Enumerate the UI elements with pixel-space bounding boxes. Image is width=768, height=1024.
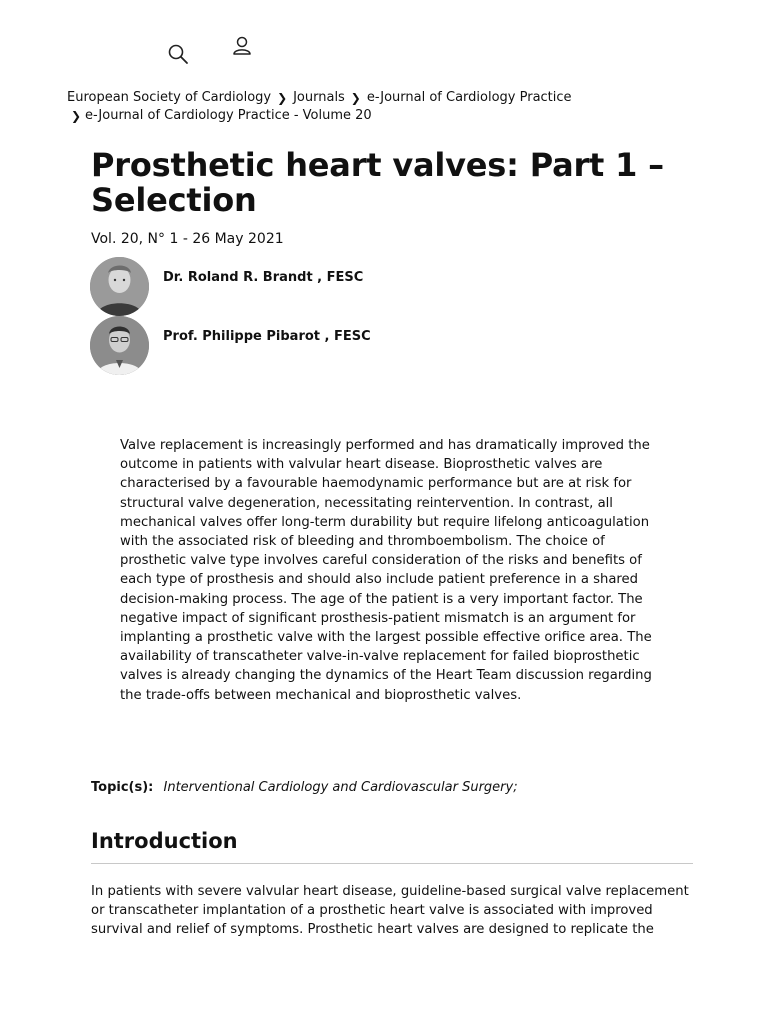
abstract-text: Valve replacement is increasingly performed and has dramatically improved the outcome in patients with valvular heart disease. Bioprosthetic valves are characterised by a favourable haemodynamic performance but are at risk for structural valve degeneration, necessitating reintervention. In contrast, all mechanical valves offer long-term durability but require lifelong anticoagulation with the associated risk of bleeding and thromboembolism. The choice of prosthetic valve type involves careful consideration of the risks and benefits of each type of prosthesis and should also include patient preference in a shared decision-making process. The age of the patient is a very important factor. The negative impact of significant prosthesis-patient mismatch is an argument for implanting a prosthetic valve with the largest possible effective orifice area. The availability of transcatheter valve-in-valve replacement for failed bioprosthetic valves is already changing the dynamics of the Heart Team discussion regarding the trade-offs between mechanical and bioprosthetic valves.: [120, 438, 652, 703]
breadcrumb-item-journals[interactable]: Journals: [293, 90, 345, 105]
author-item: [90, 257, 363, 316]
section-heading-introduction: Introduction: [91, 829, 238, 853]
author-item: [90, 316, 371, 375]
chevron-right-icon: ❯: [350, 91, 361, 105]
topics-label: Topic(s):: [91, 780, 154, 795]
breadcrumb: [67, 89, 707, 125]
topics-line: [91, 778, 711, 798]
author-avatar[interactable]: [90, 316, 149, 375]
top-bar: [0, 34, 768, 74]
breadcrumb-item-ejournal[interactable]: e-Journal of Cardiology Practice: [366, 90, 572, 105]
page-title: Prosthetic heart valves: Part 1 – Selection: [91, 146, 664, 219]
section-divider: [91, 863, 693, 864]
topic-link[interactable]: Interventional Cardiology and Cardiovascular Surgery;: [163, 780, 518, 795]
breadcrumb-item-esc[interactable]: European Society of Cardiology: [67, 90, 272, 105]
chevron-right-icon: ❯: [277, 91, 288, 105]
article-meta: Vol. 20, N° 1 - 26 May 2021: [91, 231, 284, 247]
author-name-link[interactable]: Prof. Philippe Pibarot , FESC: [163, 329, 371, 344]
author-photo-icon: [90, 257, 149, 316]
author-name-link[interactable]: Dr. Roland R. Brandt , FESC: [163, 270, 364, 285]
user-account-button[interactable]: [230, 34, 254, 60]
search-icon: [166, 42, 192, 68]
search-button[interactable]: [166, 42, 192, 68]
author-photo-icon: [90, 316, 149, 375]
breadcrumb-item-volume[interactable]: e-Journal of Cardiology Practice - Volume 20: [85, 108, 372, 123]
introduction-text: In patients with severe valvular heart disease, guideline-based surgical valve replacement or transcatheter implantation of a prosthetic heart valve is associated with improved survival and relief of symptoms. Prosthetic heart valves are designed to replicate the: [91, 884, 689, 938]
chevron-right-icon: ❯: [70, 109, 82, 123]
author-avatar[interactable]: [90, 257, 149, 316]
user-icon: [230, 34, 254, 60]
